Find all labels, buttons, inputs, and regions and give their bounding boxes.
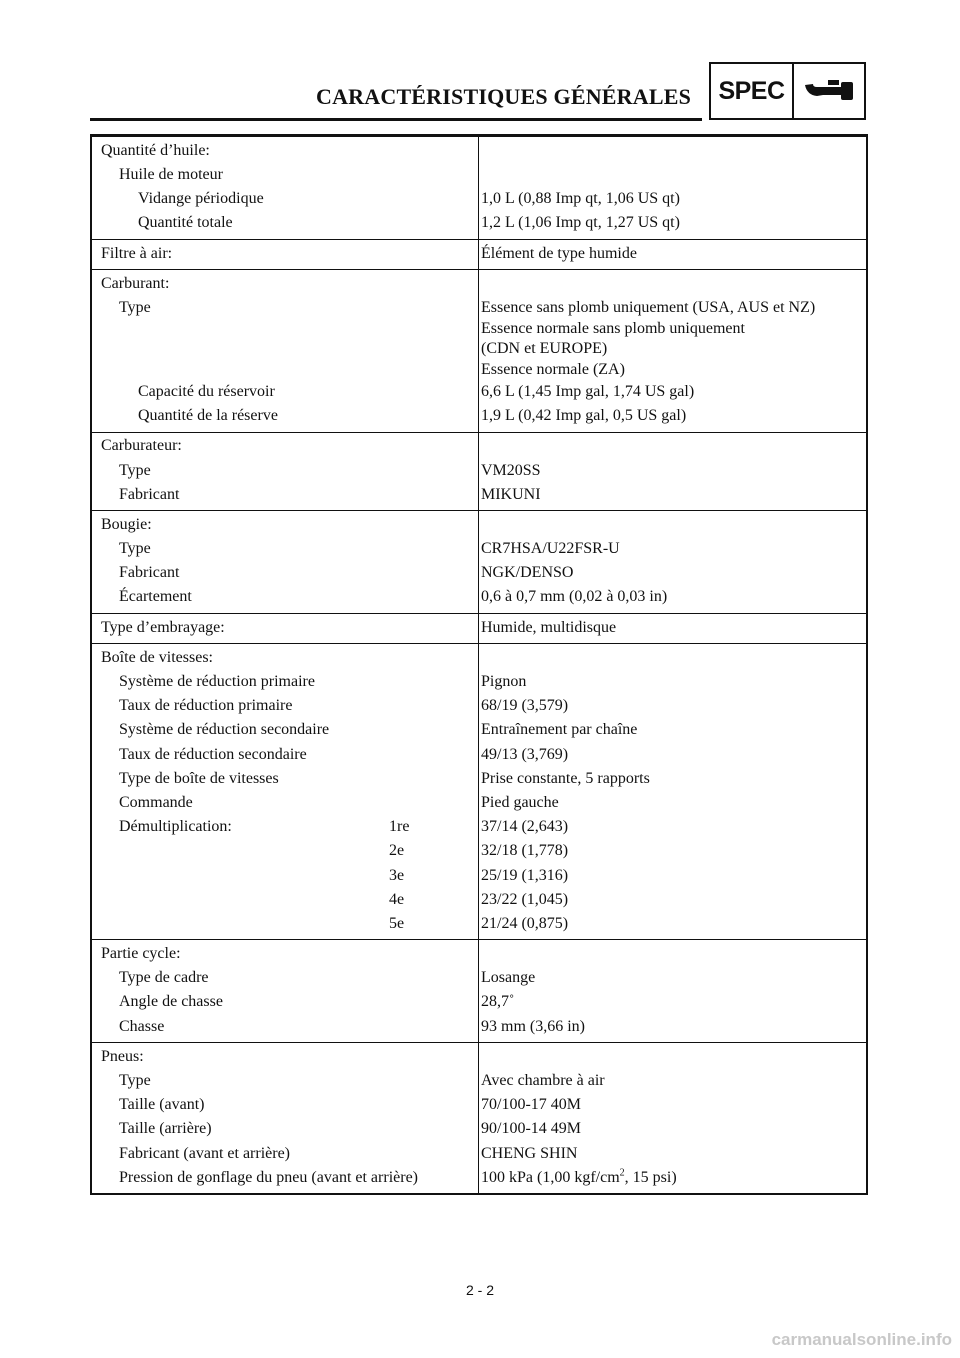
gear-ratio-label: Démultiplication: xyxy=(119,818,232,836)
fuel-type-value: Essence normale sans plomb uniquement xyxy=(481,319,745,337)
tire-maker-value: CHENG SHIN xyxy=(481,1144,578,1162)
transmission-row-label: Type de boîte de vitesses xyxy=(119,769,279,787)
spec-badge xyxy=(709,62,866,120)
tire-pressure-value-end: , 15 psi) xyxy=(624,1168,677,1186)
spark-plug-title: Bougie: xyxy=(101,515,152,533)
section-tires xyxy=(92,1042,866,1193)
transmission-row-value: Entraînement par chaîne xyxy=(481,721,638,739)
section-fuel xyxy=(92,269,866,432)
gear-label: 5e xyxy=(389,914,405,932)
section-chassis xyxy=(92,939,866,1042)
transmission-row-label: Système de réduction primaire xyxy=(119,673,315,691)
spec-table xyxy=(90,134,868,1195)
carburetor-maker-value: MIKUNI xyxy=(481,485,541,503)
wrench-icon xyxy=(794,64,864,118)
tires-title: Pneus: xyxy=(101,1047,144,1065)
carburetor-type-label: Type xyxy=(119,461,151,479)
fuel-type-value: (CDN et EUROPE) xyxy=(481,340,608,358)
gear-ratio-value: 32/18 (1,778) xyxy=(481,842,569,860)
section-transmission xyxy=(92,643,866,939)
rear-size-value: 90/100-14 49M xyxy=(481,1120,581,1138)
transmission-row-value: 68/19 (3,579) xyxy=(481,697,569,715)
caster-label: Angle de chasse xyxy=(119,993,223,1011)
transmission-row-label: Commande xyxy=(119,793,193,811)
section-carburetor xyxy=(92,432,866,511)
trail-label: Chasse xyxy=(119,1017,165,1035)
reserve-value: 1,9 L (0,42 Imp gal, 0,5 US gal) xyxy=(481,407,687,425)
clutch-value: Humide, multidisque xyxy=(481,618,617,636)
transmission-row-label: Taux de réduction primaire xyxy=(119,697,293,715)
tank-capacity-label: Capacité du réservoir xyxy=(138,382,275,400)
gear-ratio-value: 37/14 (2,643) xyxy=(481,818,569,836)
tire-type-value: Avec chambre à air xyxy=(481,1072,605,1090)
transmission-row-value: Pied gauche xyxy=(481,793,559,811)
total-oil-value: 1,2 L (1,06 Imp qt, 1,27 US qt) xyxy=(481,214,680,232)
section-clutch xyxy=(92,613,866,643)
spark-plug-gap-value: 0,6 à 0,7 mm (0,02 à 0,03 in) xyxy=(481,588,668,606)
transmission-row-value: Prise constante, 5 rapports xyxy=(481,769,650,787)
tire-pressure-value-main: 100 kPa (1,00 kgf/cm xyxy=(481,1168,620,1186)
carburetor-type-value: VM20SS xyxy=(481,461,541,479)
fuel-type-value: Essence normale (ZA) xyxy=(481,360,625,378)
transmission-row-label: Système de réduction secondaire xyxy=(119,721,330,739)
air-filter-label: Filtre à air: xyxy=(101,244,173,262)
section-oil xyxy=(92,136,866,239)
spark-plug-maker-value: NGK/DENSO xyxy=(481,564,574,582)
transmission-row-label: Taux de réduction secondaire xyxy=(119,745,307,763)
fuel-title: Carburant: xyxy=(101,274,170,292)
gear-label: 4e xyxy=(389,890,405,908)
chassis-title: Partie cycle: xyxy=(101,945,181,963)
page-title: CARACTÉRISTIQUES GÉNÉRALES xyxy=(316,84,692,109)
front-size-value: 70/100-17 40M xyxy=(481,1096,581,1114)
watermark: carmanualsonline.info xyxy=(771,1330,952,1349)
spark-plug-type-value: CR7HSA/U22FSR-U xyxy=(481,540,620,558)
tank-capacity-value: 6,6 L (1,45 Imp gal, 1,74 US gal) xyxy=(481,382,695,400)
header-rule xyxy=(90,118,702,121)
spark-plug-gap-label: Écartement xyxy=(119,588,192,606)
tire-pressure-label: Pression de gonflage du pneu (avant et arrière) xyxy=(119,1168,418,1186)
tire-type-label: Type xyxy=(119,1072,151,1090)
section-spark-plug xyxy=(92,510,866,613)
page-number: 2 - 2 xyxy=(465,1282,494,1298)
fuel-type-values xyxy=(470,298,866,380)
tire-pressure-superscript: 2 xyxy=(619,1167,625,1179)
carburetor-maker-label: Fabricant xyxy=(119,485,180,503)
transmission-row-value: Pignon xyxy=(481,673,527,691)
caster-value: 28,7˚ xyxy=(481,993,515,1011)
fuel-type-value: Essence sans plomb uniquement (USA, AUS et NZ) xyxy=(481,299,816,317)
gear-label: 2e xyxy=(389,842,405,860)
carburetor-title: Carburateur: xyxy=(101,437,182,455)
gear-ratio-value: 23/22 (1,045) xyxy=(481,890,569,908)
frame-label: Type de cadre xyxy=(119,969,209,987)
spec-badge-label: SPEC xyxy=(711,64,794,118)
spark-plug-type-label: Type xyxy=(119,540,151,558)
section-air-filter xyxy=(92,239,866,269)
gear-ratio-value: 21/24 (0,875) xyxy=(481,914,569,932)
trail-value: 93 mm (3,66 in) xyxy=(481,1017,585,1035)
gear-label: 1re xyxy=(389,818,410,836)
tire-pressure-value xyxy=(470,1168,866,1189)
front-size-label: Taille (avant) xyxy=(119,1096,205,1114)
clutch-label: Type d’embrayage: xyxy=(101,618,225,636)
rear-size-label: Taille (arrière) xyxy=(119,1120,212,1138)
engine-oil-label: Huile de moteur xyxy=(119,166,223,184)
air-filter-value: Élément de type humide xyxy=(481,244,637,262)
reserve-label: Quantité de la réserve xyxy=(138,407,278,425)
gear-label: 3e xyxy=(389,866,405,884)
gear-ratio-value: 25/19 (1,316) xyxy=(481,866,569,884)
fuel-type-label: Type xyxy=(119,299,151,317)
total-oil-label: Quantité totale xyxy=(138,214,233,232)
spark-plug-maker-label: Fabricant xyxy=(119,564,180,582)
tire-maker-label: Fabricant (avant et arrière) xyxy=(119,1144,291,1162)
oil-title: Quantité d’huile: xyxy=(101,141,210,159)
periodic-value: 1,0 L (0,88 Imp qt, 1,06 US qt) xyxy=(481,190,680,208)
column-divider xyxy=(478,136,479,1193)
frame-value: Losange xyxy=(481,969,536,987)
periodic-label: Vidange périodique xyxy=(138,190,264,208)
transmission-title: Boîte de vitesses: xyxy=(101,648,213,666)
transmission-row-value: 49/13 (3,769) xyxy=(481,745,569,763)
